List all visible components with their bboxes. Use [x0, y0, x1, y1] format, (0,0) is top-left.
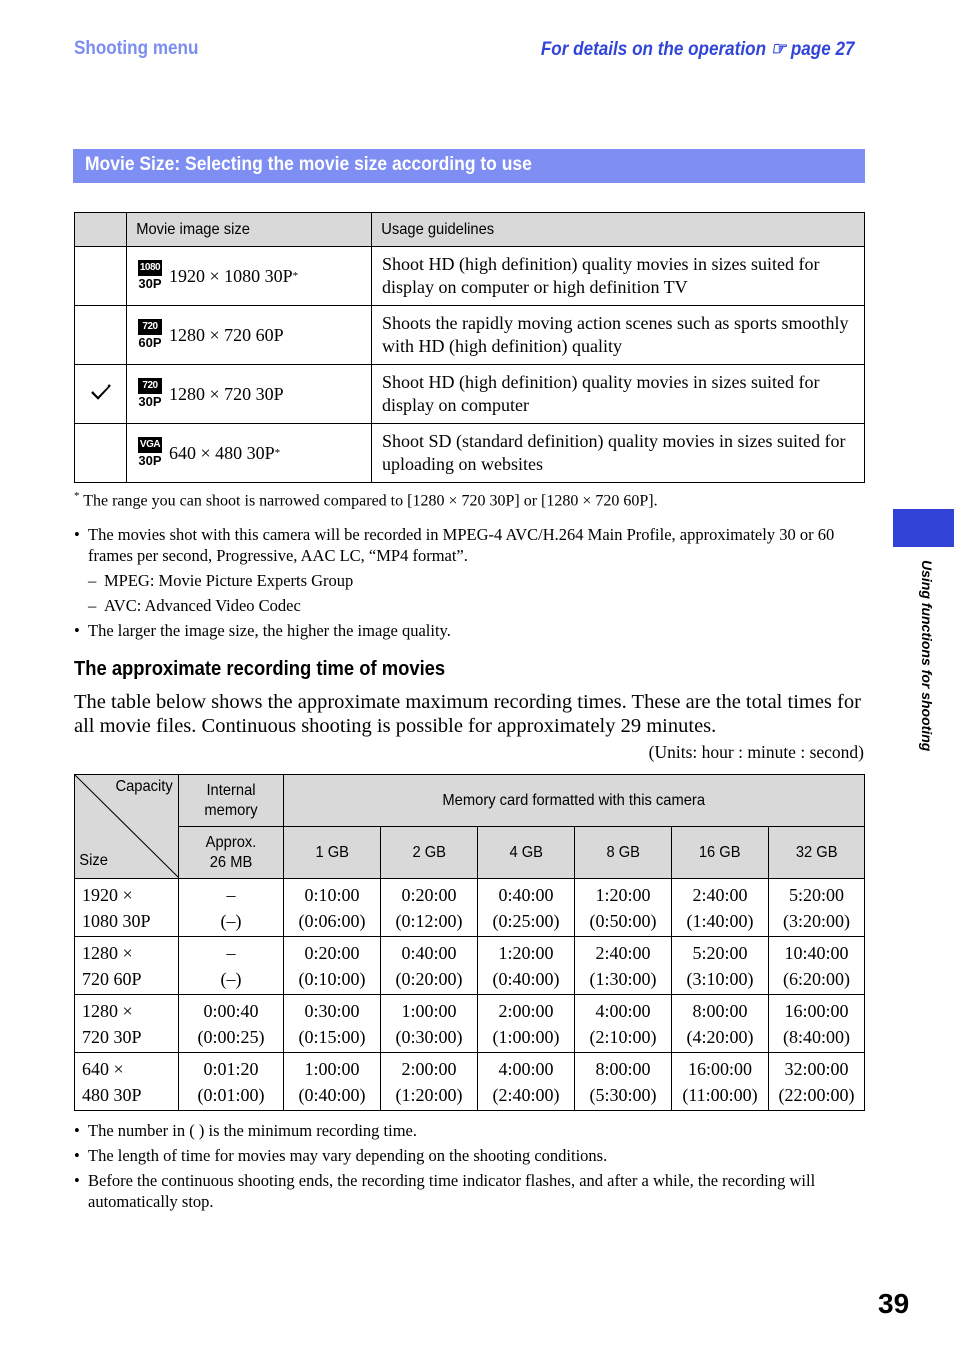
list-item: – MPEG: Movie Picture Experts Group [74, 570, 864, 591]
movie-size-label: 640 × 480 30P [169, 442, 275, 463]
recording-time-cell [575, 1053, 672, 1111]
min-time: (8:40:00) [783, 1026, 850, 1047]
usage-text: Shoots the rapidly moving action scenes such as sports smoothly with HD (high definition) quality [372, 306, 865, 365]
list-item: • The movies shot with this camera will be recorded in MPEG-4 AVC/H.264 Main Profile, approximately 30 or 60 frames per second, Progressive, AAC LC, “MP4 format”. [74, 524, 864, 566]
movie-size-cell: 640 × 480 30P [75, 1053, 179, 1111]
min-time: (3:10:00) [686, 968, 754, 989]
min-time: (0:40:00) [492, 968, 560, 989]
header-section-title: Shooting menu [74, 38, 199, 59]
recording-time-heading: The approximate recording time of movies [74, 658, 446, 680]
header-usage-guidelines: Usage guidelines [372, 213, 865, 247]
usage-text: Shoot HD (high definition) quality movies in sizes suited for display on computer or high definition TV [372, 247, 865, 306]
recording-time-cell [672, 1053, 769, 1111]
recording-time-cell [769, 1053, 865, 1111]
card-capacity-header: 32 GB [769, 827, 865, 879]
list-item: • The length of time for movies may vary depending on the shooting conditions. [74, 1145, 864, 1166]
max-time: 10:40:00 [784, 942, 849, 963]
recording-time-paragraph: The table below shows the approximate maximum recording times. These are the total times for all movie files. Continuous shooting is possible for approximately 29 minutes. [74, 691, 861, 737]
max-time: 0:40:00 [498, 884, 554, 905]
recording-time-cell [769, 879, 865, 937]
recording-time-cell [179, 1053, 284, 1111]
selected-mark-cell [75, 365, 127, 424]
header-page-reference[interactable]: For details on the operation ☞ page 27 [541, 39, 855, 60]
card-capacity-header: 8 GB [575, 827, 672, 879]
min-time: (4:20:00) [686, 1026, 754, 1047]
recording-time-cell [179, 995, 284, 1053]
card-capacity-header: 2 GB [381, 827, 478, 879]
max-time: 4:00:00 [498, 1058, 554, 1079]
max-time: 1:00:00 [304, 1058, 360, 1079]
usage-text: Shoot SD (standard definition) quality movies in sizes suited for uploading on websites [372, 424, 865, 483]
min-time: (0:01:00) [197, 1084, 265, 1105]
table-row [75, 424, 865, 483]
max-time: 1:20:00 [498, 942, 554, 963]
min-time: (1:40:00) [686, 910, 754, 931]
min-time: (5:30:00) [589, 1084, 657, 1105]
table-row [75, 937, 865, 995]
list-item: • The number in ( ) is the minimum recording time. [74, 1120, 864, 1141]
recording-time-cell [478, 879, 575, 937]
max-time: 8:00:00 [595, 1058, 651, 1079]
selected-mark-cell [75, 306, 127, 365]
recording-time-cell [575, 879, 672, 937]
min-time: (0:00:25) [197, 1026, 265, 1047]
min-time: (0:10:00) [298, 968, 366, 989]
max-time: 16:00:00 [784, 1000, 849, 1021]
table-row [75, 995, 865, 1053]
min-time: (0:25:00) [492, 910, 560, 931]
max-time: 2:40:00 [692, 884, 748, 905]
movie-size-720-30p-icon: 720 30P [138, 380, 162, 409]
capacity-size-corner-cell [75, 775, 179, 879]
min-time: (0:30:00) [395, 1026, 463, 1047]
movie-size-label: 1280 × 720 60P [169, 324, 284, 345]
max-time: 2:40:00 [595, 942, 651, 963]
side-tab-label: Using functions for shooting [919, 560, 935, 752]
footnote-mark: * [274, 447, 281, 459]
max-time: – [226, 942, 236, 963]
movie-size-cell: 1280 × 720 60P [75, 937, 179, 995]
recording-time-cell [769, 995, 865, 1053]
movie-size-label: 1920 × 1080 30P [169, 265, 293, 286]
recording-time-cell [672, 879, 769, 937]
card-capacity-header: 4 GB [478, 827, 575, 879]
list-item: • The larger the image size, the higher the image quality. [74, 620, 864, 641]
recording-time-cell [672, 937, 769, 995]
movie-size-720-60p-icon: 720 60P [138, 321, 162, 350]
recording-time-cell [575, 937, 672, 995]
min-time: (1:00:00) [492, 1026, 560, 1047]
size-label: Size [79, 852, 108, 869]
recording-time-cell [284, 937, 381, 995]
table-row [75, 306, 865, 365]
header-movie-image-size: Movie image size [127, 213, 372, 247]
recording-notes-list [74, 1120, 864, 1216]
table-row [75, 247, 865, 306]
table-header-row [75, 213, 865, 247]
movie-size-cell: 1920 × 1080 30P [75, 879, 179, 937]
recording-time-cell [478, 995, 575, 1053]
footnote-mark: * [292, 270, 299, 282]
recording-time-table [74, 774, 865, 1111]
max-time: – [226, 884, 236, 905]
max-time: 5:20:00 [788, 884, 844, 905]
max-time: 8:00:00 [692, 1000, 748, 1021]
min-time: (3:20:00) [783, 910, 850, 931]
min-time: (0:06:00) [298, 910, 366, 931]
min-time: (0:50:00) [589, 910, 657, 931]
max-time: 2:00:00 [498, 1000, 554, 1021]
max-time: 32:00:00 [784, 1058, 849, 1079]
table-row [75, 879, 865, 937]
recording-time-cell [478, 937, 575, 995]
notes-list [74, 524, 864, 645]
table-row [75, 365, 865, 424]
max-time: 0:40:00 [401, 942, 457, 963]
recording-time-cell [478, 1053, 575, 1111]
movie-size-1080-icon: 1080 30P [138, 262, 162, 291]
max-time: 2:00:00 [401, 1058, 457, 1079]
header-blank-cell [75, 213, 127, 247]
max-time: 0:10:00 [304, 884, 360, 905]
max-time: 1:20:00 [595, 884, 651, 905]
min-time: (0:20:00) [395, 968, 463, 989]
max-time: 5:20:00 [692, 942, 748, 963]
recording-time-cell [575, 995, 672, 1053]
max-time: 16:00:00 [687, 1058, 752, 1079]
min-time: (–) [220, 910, 242, 931]
selected-mark-cell [75, 247, 127, 306]
max-time: 0:01:20 [203, 1058, 259, 1079]
table-row [75, 1053, 865, 1111]
section-title-bar [73, 149, 865, 183]
max-time: 4:00:00 [595, 1000, 651, 1021]
min-time: (0:40:00) [298, 1084, 366, 1105]
movie-size-cell: 1280 × 720 30P [75, 995, 179, 1053]
min-time: (2:40:00) [492, 1084, 560, 1105]
internal-memory-header: Internal memory [179, 775, 284, 827]
min-time: (1:20:00) [395, 1084, 463, 1105]
min-time: (11:00:00) [682, 1084, 758, 1105]
max-time: 1:00:00 [401, 1000, 457, 1021]
memory-card-header: Memory card formatted with this camera [284, 775, 865, 827]
min-time: (–) [220, 968, 242, 989]
min-time: (6:20:00) [783, 968, 850, 989]
default-check-icon [90, 383, 112, 401]
movie-size-table [74, 212, 865, 483]
internal-memory-size: Approx. 26 MB [179, 827, 284, 879]
selected-mark-cell [75, 424, 127, 483]
card-capacity-header: 1 GB [284, 827, 381, 879]
max-time: 0:30:00 [304, 1000, 360, 1021]
recording-time-cell [672, 995, 769, 1053]
max-time: 0:20:00 [304, 942, 360, 963]
min-time: (1:30:00) [589, 968, 657, 989]
max-time: 0:20:00 [401, 884, 457, 905]
min-time: (0:15:00) [298, 1026, 366, 1047]
min-time: (2:10:00) [589, 1026, 657, 1047]
capacity-label: Capacity [115, 778, 173, 795]
recording-time-cell [769, 937, 865, 995]
list-item: • Before the continuous shooting ends, the recording time indicator flashes, and after a while, the recording will automatically stop. [74, 1170, 864, 1212]
recording-time-cell [284, 1053, 381, 1111]
card-capacity-header: 16 GB [672, 827, 769, 879]
units-note: (Units: hour : minute : second) [648, 742, 864, 762]
section-title: Movie Size: Selecting the movie size according to use [85, 154, 532, 175]
list-item: – AVC: Advanced Video Codec [74, 595, 864, 616]
recording-time-cell [179, 879, 284, 937]
recording-time-cell [381, 879, 478, 937]
page-number: 39 [878, 1288, 910, 1319]
recording-time-cell [179, 937, 284, 995]
movie-size-label: 1280 × 720 30P [169, 383, 284, 404]
min-time: (0:12:00) [395, 910, 463, 931]
recording-time-cell [381, 995, 478, 1053]
usage-text: Shoot HD (high definition) quality movies in sizes suited for display on computer [372, 365, 865, 424]
recording-time-cell [284, 879, 381, 937]
movie-size-vga-icon: VGA 30P [138, 439, 162, 468]
max-time: 0:00:40 [203, 1000, 259, 1021]
side-tab-marker [893, 509, 954, 547]
min-time: (22:00:00) [778, 1084, 855, 1105]
recording-time-cell [381, 937, 478, 995]
recording-time-cell [284, 995, 381, 1053]
recording-time-cell [381, 1053, 478, 1111]
footnote: * The range you can shoot is narrowed compared to [1280 × 720 30P] or [1280 × 720 60P]. [74, 490, 658, 510]
